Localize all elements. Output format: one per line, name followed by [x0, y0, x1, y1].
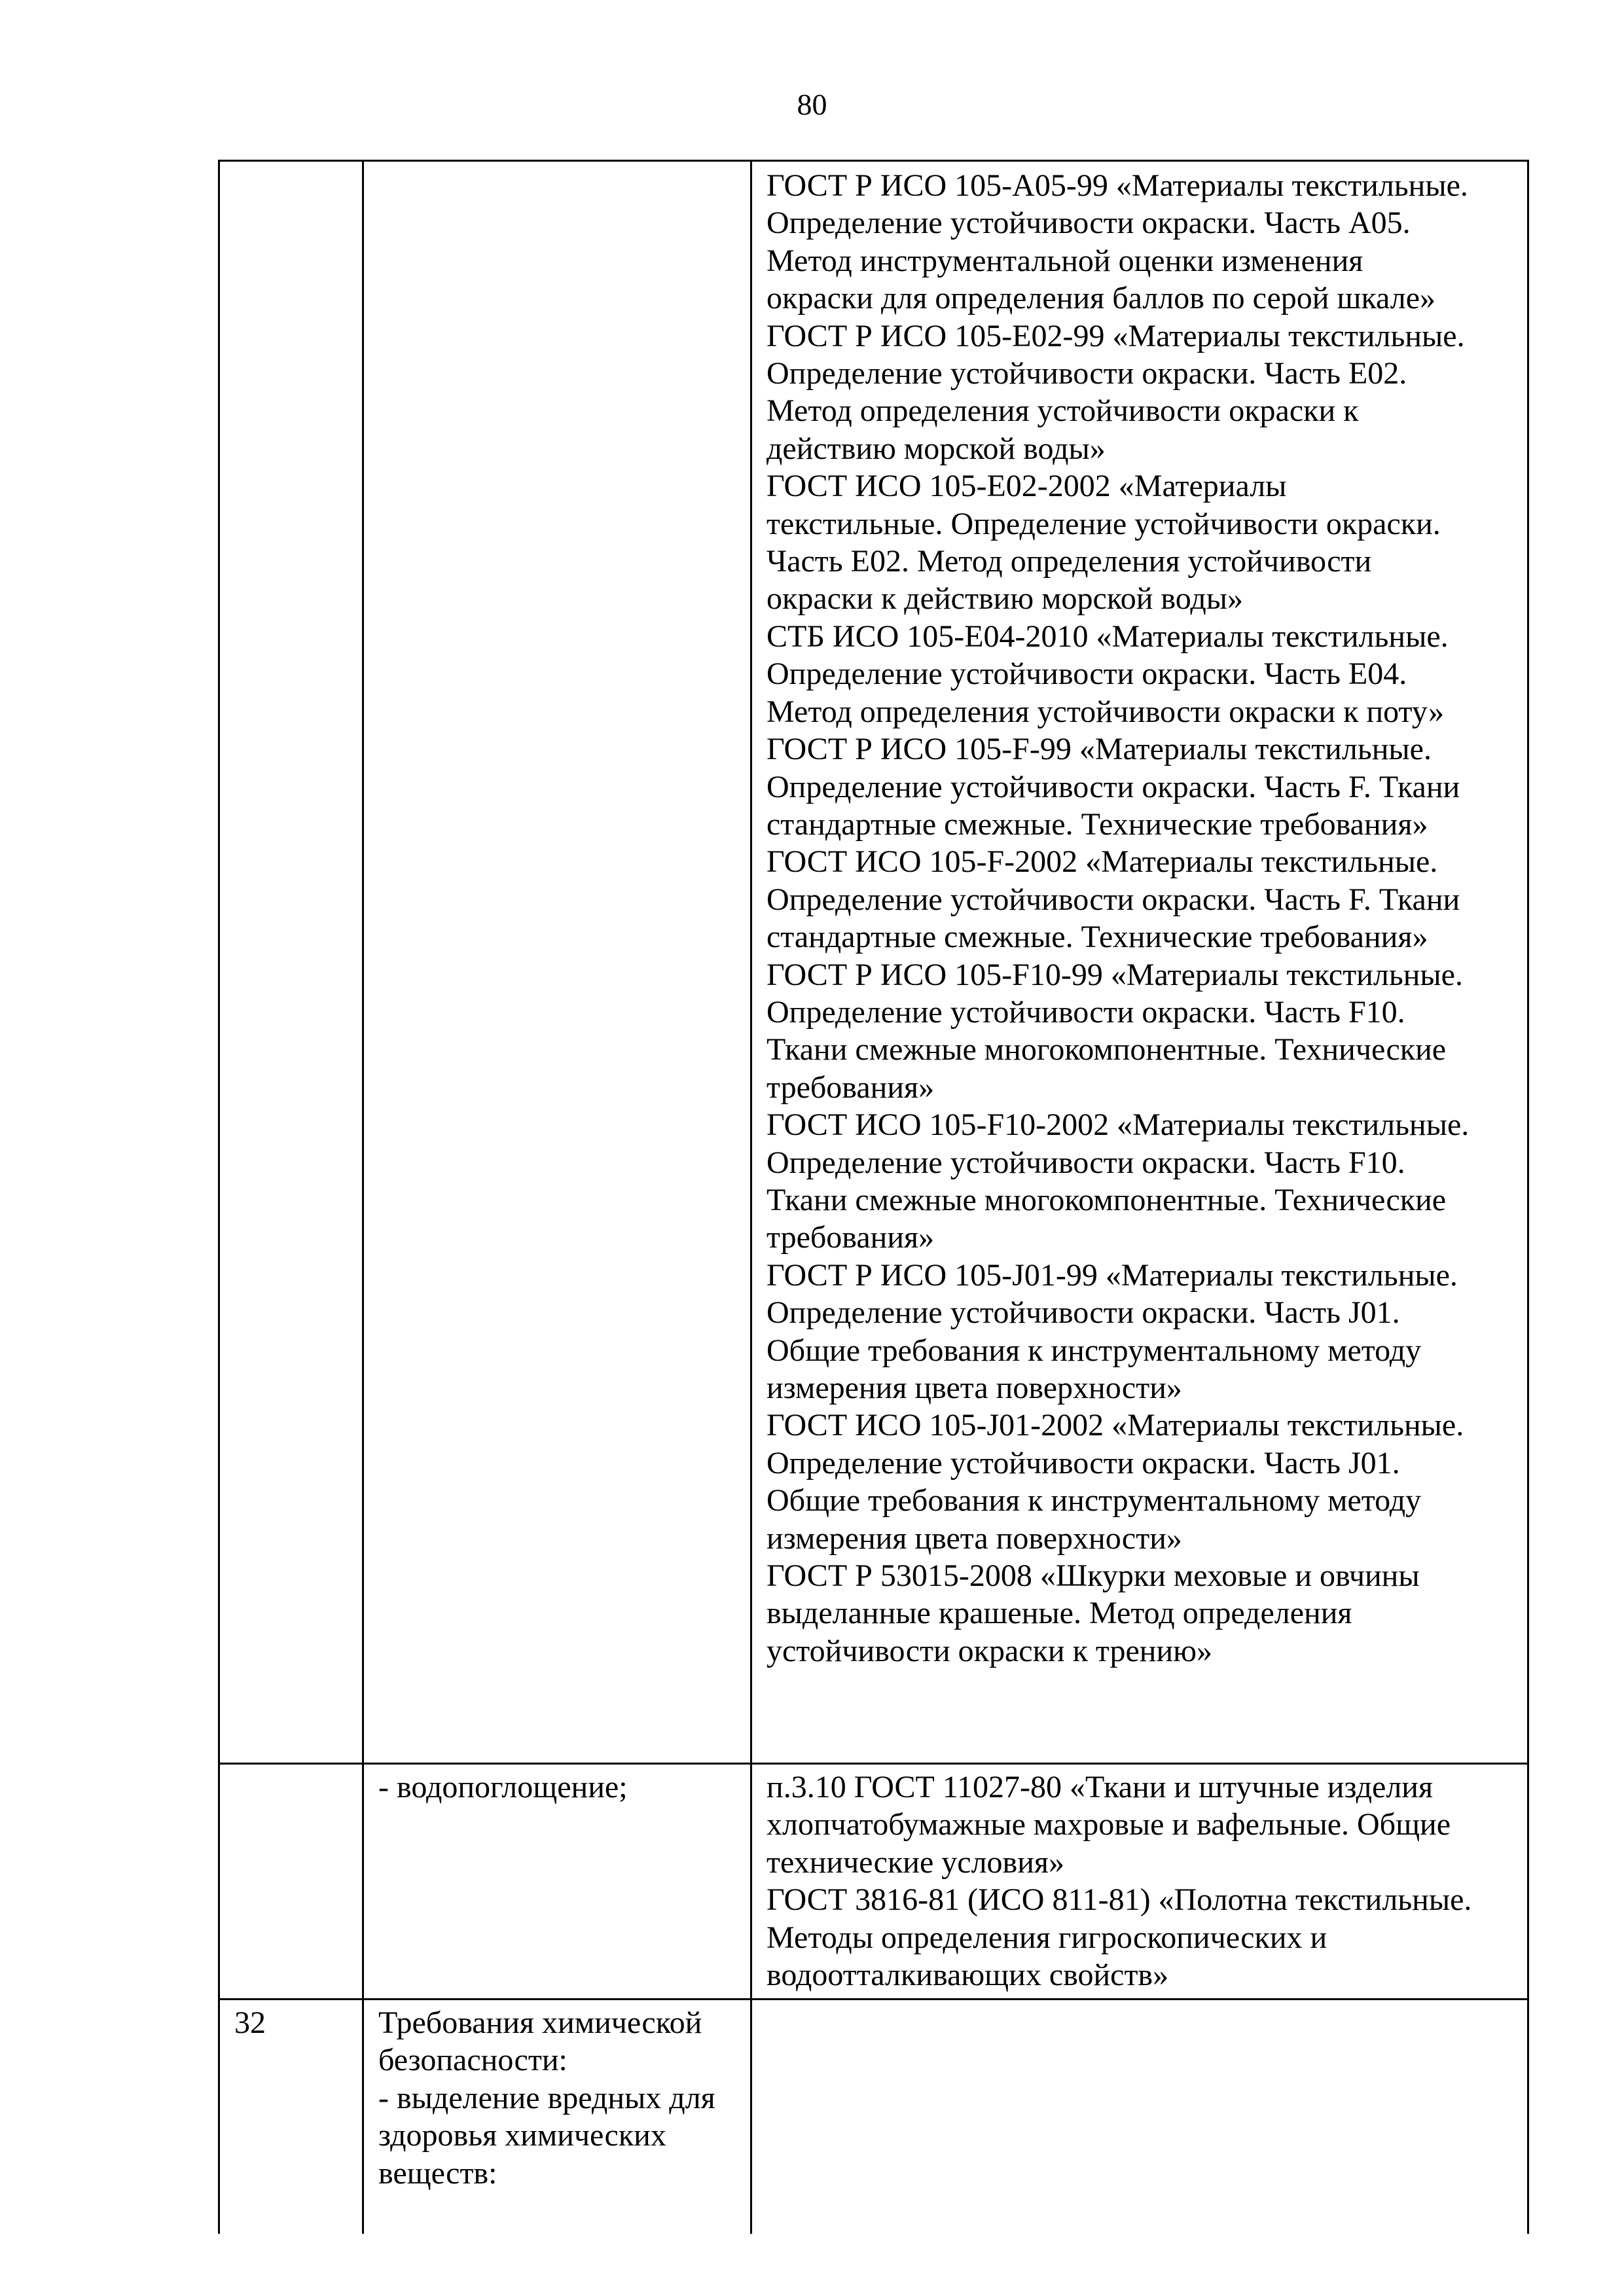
requirement-cell — [363, 1764, 751, 2000]
standard-line: Метод инструментальной оценки изменения — [767, 243, 1363, 278]
standard-line: Определение устойчивости окраски. Часть А05. — [767, 206, 1411, 241]
item-number-cell — [219, 1764, 363, 2000]
standard-line: хлопчатобумажные махровые и вафельные. Общие — [767, 1807, 1451, 1842]
standard-line: Определение устойчивости окраски. Часть J01. — [767, 1445, 1400, 1480]
requirement-line: Требования химической — [378, 2005, 702, 2040]
standard-line: Определение устойчивости окраски. Часть F10. — [767, 1145, 1405, 1180]
standard-line: Определение устойчивости окраски. Часть F10. — [767, 994, 1405, 1030]
table-row — [219, 1764, 1528, 2000]
standard-line: стандартные смежные. Технические требования» — [767, 806, 1428, 842]
standard-line: стандартные смежные. Технические требования» — [767, 920, 1428, 955]
standard-line: требования» — [767, 1220, 935, 1255]
table-body — [219, 161, 1528, 2234]
requirement-line: - водопоглощение; — [378, 1770, 628, 1804]
page-number: 80 — [797, 88, 827, 121]
standard-line: требования» — [767, 1069, 935, 1105]
requirement-cell — [363, 2000, 751, 2234]
item-number-cell — [219, 2000, 363, 2234]
standard-line: ГОСТ ИСО 105-F-2002 «Материалы текстильные. — [767, 844, 1438, 880]
standard-line: Метод определения устойчивости окраски к — [767, 393, 1359, 429]
standards-cell — [751, 1764, 1528, 2000]
standard-line: ГОСТ Р ИСО 105-А05-99 «Материалы текстильные. — [767, 168, 1468, 203]
requirement-line: - выделение вредных для — [378, 2080, 715, 2115]
requirement-cell — [363, 161, 751, 1764]
standard-line: Ткани смежные многокомпонентные. Технические — [767, 1032, 1447, 1067]
standard-line: Определение устойчивости окраски. Часть F. Ткани — [767, 769, 1460, 804]
requirement-line: здоровья химических — [378, 2118, 666, 2153]
standard-line: окраски для определения баллов по серой шкале» — [767, 281, 1436, 316]
standard-line: Общие требования к инструментальному методу — [767, 1483, 1422, 1518]
standard-line: ГОСТ Р ИСО 105-J01-99 «Материалы текстильные. — [767, 1257, 1458, 1293]
standard-line: ГОСТ 3816-81 (ИСО 811-81) «Полотна текстильные. — [767, 1882, 1472, 1918]
standard-line: ГОСТ ИСО 105-F10-2002 «Материалы текстильные. — [767, 1107, 1470, 1143]
standard-line: Ткани смежные многокомпонентные. Технические — [767, 1182, 1447, 1217]
standard-line: ГОСТ Р ИСО 105-Е02-99 «Материалы текстильные. — [767, 318, 1465, 353]
standard-line: ГОСТ Р ИСО 105-F-99 «Материалы текстильные. — [767, 732, 1432, 767]
standard-line: выделанные крашеные. Метод определения — [767, 1596, 1352, 1631]
standard-line: действию морской воды» — [767, 431, 1106, 466]
standard-line: Определение устойчивости окраски. Часть Е02. — [767, 356, 1407, 391]
standard-line: окраски к действию морской воды» — [767, 581, 1244, 617]
standard-line: СТБ ИСО 105-Е04-2010 «Материалы текстильные. — [767, 619, 1449, 654]
standard-line: измерения цвета поверхности» — [767, 1371, 1182, 1405]
standard-line: текстильные. Определение устойчивости окраски. — [767, 506, 1441, 541]
standard-line: ГОСТ ИСО 105-Е02-2002 «Материалы — [767, 469, 1287, 504]
standard-line: Общие требования к инструментальному методу — [767, 1333, 1422, 1368]
standard-line: Метод определения устойчивости окраски к поту» — [767, 694, 1445, 729]
table-row — [219, 161, 1528, 1764]
standard-line: Определение устойчивости окраски. Часть Е04. — [767, 656, 1407, 692]
requirement-line: веществ: — [378, 2155, 497, 2191]
standard-line: п.3.10 ГОСТ 11027-80 «Ткани и штучные изделия — [767, 1770, 1434, 1804]
standards-cell — [751, 161, 1528, 1764]
standard-line: Методы определения гигроскопических и — [767, 1920, 1327, 1955]
standard-line: устойчивости окраски к трению» — [767, 1633, 1213, 1668]
standard-line: Определение устойчивости окраски. Часть F. Ткани — [767, 882, 1460, 917]
standard-line: Часть Е02. Метод определения устойчивости — [767, 544, 1372, 579]
item-number-cell — [219, 161, 363, 1764]
standard-line: ГОСТ Р 53015-2008 «Шкурки меховые и овчины — [767, 1558, 1420, 1594]
item-number: 32 — [234, 2005, 266, 2040]
standard-line: ГОСТ Р ИСО 105-F10-99 «Материалы текстильные. — [767, 957, 1463, 992]
table-row — [219, 2000, 1528, 2234]
standard-line: водоотталкивающих свойств» — [767, 1958, 1169, 1993]
standard-line: Определение устойчивости окраски. Часть J01. — [767, 1295, 1400, 1331]
standard-line: ГОСТ ИСО 105-J01-2002 «Материалы текстильные. — [767, 1408, 1464, 1443]
standards-table — [218, 160, 1529, 2234]
standard-line: измерения цвета поверхности» — [767, 1520, 1182, 1556]
requirement-line: безопасности: — [378, 2043, 568, 2078]
standard-line: технические условия» — [767, 1844, 1064, 1880]
standards-cell — [751, 2000, 1528, 2234]
